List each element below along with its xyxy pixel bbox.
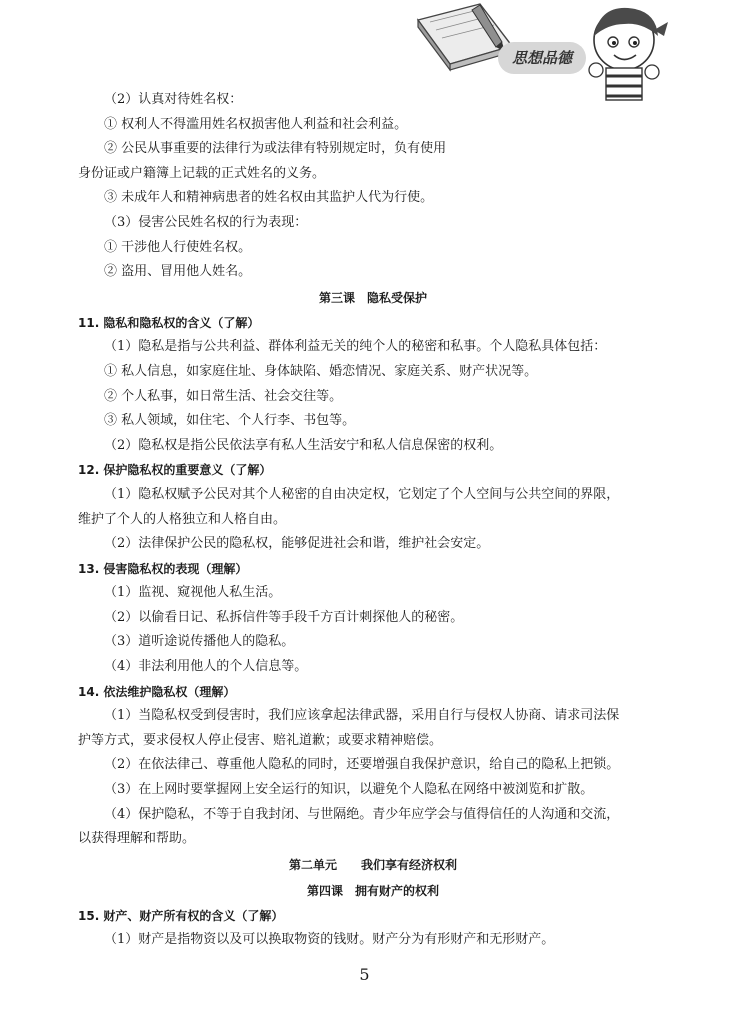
paragraph: ① 干涉他人行使姓名权。 bbox=[104, 239, 252, 255]
paragraph: （1）隐私是指与公共利益、群体利益无关的纯个人的秘密和私事。个人隐私具体包括： bbox=[104, 339, 607, 355]
subject-badge: 思想品德 bbox=[498, 42, 586, 74]
paragraph: ③ 私人领域，如住宅、个人行李、书包等。 bbox=[104, 413, 356, 429]
paragraph: （3）在上网时要掌握网上安全运行的知识，以避免个人隐私在网络中被浏览和扩散。 bbox=[104, 782, 594, 798]
paragraph: ① 权利人不得滥用姓名权损害他人利益和社会利益。 bbox=[104, 116, 408, 132]
paragraph: ② 公民从事重要的法律行为或法律有特别规定时，负有使用 身份证或户籍簿上记载的正式姓名的义务。 bbox=[78, 141, 447, 181]
paragraph: ① 私人信息，如家庭住址、身体缺陷、婚恋情况、家庭关系、财产状况等。 bbox=[104, 363, 538, 379]
paragraph: （2）法律保护公民的隐私权，能够促进社会和谐，维护社会安定。 bbox=[104, 536, 490, 552]
paragraph: ② 个人私事，如日常生活、社会交往等。 bbox=[104, 388, 343, 404]
paragraph: （1）监视、窥视他人私生活。 bbox=[104, 585, 282, 601]
page-number: 5 bbox=[359, 965, 370, 984]
section-title: 第三课 隐私受保护 bbox=[318, 290, 427, 305]
paragraph: （4）非法利用他人的个人信息等。 bbox=[104, 659, 308, 675]
paragraph: （4）保护隐私，不等于自我封闭、与世隔绝。青少年应学会与值得信任的人沟通和交流， 以获得理解和帮助。 bbox=[78, 806, 620, 847]
paragraph: （2）认真对待姓名权： bbox=[104, 92, 243, 107]
paragraph: （1）财产是指物资以及可以换取物资的钱财。财产分为有形财产和无形财产。 bbox=[104, 932, 555, 948]
item-heading: 13. 侵害隐私权的表现（理解） bbox=[78, 561, 248, 576]
paragraph: （1）当隐私权受到侵害时，我们应该拿起法律武器，采用自行与侵权人协商、请求司法保 护等方式，要求侵权人停止侵害、赔礼道歉；或要求精神赔偿。 bbox=[78, 708, 620, 748]
section-title: 第二单元 我们享有经济权利 bbox=[288, 857, 457, 872]
item-heading: 15. 财产、财产所有权的含义（了解） bbox=[78, 908, 284, 923]
document-body bbox=[78, 88, 668, 953]
paragraph: （3）侵害公民姓名权的行为表现： bbox=[104, 214, 308, 230]
item-heading: 11. 隐私和隐私权的含义（了解） bbox=[78, 315, 260, 330]
paragraph: ② 盗用、冒用他人姓名。 bbox=[104, 264, 252, 280]
section-title: 第四课 拥有财产的权利 bbox=[306, 883, 439, 898]
paragraph: （2）隐私权是指公民依法享有私人生活安宁和私人信息保密的权利。 bbox=[104, 437, 503, 453]
paragraph: （3）道听途说传播他人的隐私。 bbox=[104, 634, 295, 650]
cartoon-boy-icon bbox=[589, 8, 668, 100]
paragraph: （2）以偷看日记、私拆信件等手段千方百计刺探他人的秘密。 bbox=[104, 609, 464, 625]
paragraph: （2）在依法律己、尊重他人隐私的同时，还要增强自我保护意识，给自己的隐私上把锁。 bbox=[104, 757, 620, 773]
paragraph: （1）隐私权赋予公民对其个人秘密的自由决定权，它划定了个人空间与公共空间的界限， 维护了个人的人格独立和人格自由。 bbox=[78, 486, 620, 527]
paragraph: ③ 未成年人和精神病患者的姓名权由其监护人代为行使。 bbox=[104, 190, 434, 206]
item-heading: 14. 依法维护隐私权（理解） bbox=[78, 684, 236, 699]
item-heading: 12. 保护隐私权的重要意义（了解） bbox=[78, 463, 272, 478]
